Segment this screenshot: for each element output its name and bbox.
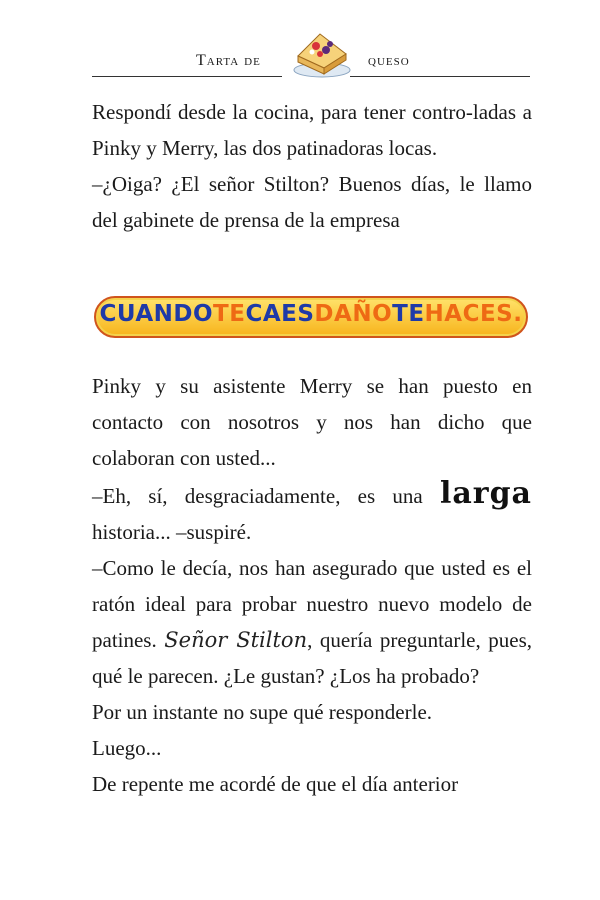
text-block-top (92, 94, 532, 238)
banner-text (96, 301, 526, 327)
paragraph (92, 476, 532, 550)
banner-word: TE (392, 301, 425, 327)
paragraph: Por un instante no supe qué responderle. (92, 700, 433, 724)
paragraph-text: historia... –suspiré. (92, 520, 252, 544)
running-title-left: Tarta de (196, 52, 261, 69)
paragraph (92, 550, 532, 694)
script-name-senor-stilton: Señor Stilton (164, 628, 308, 652)
banner-word: CUANDO (99, 301, 214, 327)
text-block-bottom (92, 368, 532, 802)
paragraph: –¿Oiga? ¿El señor Stilton? Buenos días, le llamo del gabinete de prensa de la empresa (92, 172, 532, 232)
emphasis-word-larga: larga (439, 476, 532, 511)
cheesecake-slice-icon (290, 24, 354, 80)
header-rule-right (350, 76, 530, 77)
banner-word: CAES (245, 301, 315, 327)
callout-banner (94, 296, 528, 338)
paragraph-text: , quería preguntarle, pues, qué le parecen. ¿Le gustan? ¿Los ha probado? (92, 628, 533, 688)
paragraph: Respondí desde la cocina, para tener contro-ladas a Pinky y Merry, las dos patinadoras locas. (92, 100, 532, 160)
banner-word: DAÑO (314, 301, 393, 327)
paragraph-text: –Como le decía, nos han asegurado que usted es el ratón ideal para probar nuestro nuevo modelo de patines. (92, 556, 532, 652)
paragraph-text: –Eh, sí, desgraciadamente, es una (92, 484, 440, 508)
running-title-right: queso (368, 52, 410, 69)
banner-word: TE (213, 301, 246, 327)
header-rule-left (92, 76, 282, 77)
paragraph: Pinky y su asistente Merry se han puesto en contacto con nosotros y nos han dicho que colaboran con usted... (92, 374, 532, 470)
page-header (0, 0, 600, 90)
banner-word: HACES. (424, 301, 523, 327)
paragraph: Luego... (92, 736, 162, 760)
paragraph: De repente me acordé de que el día anterior (92, 772, 459, 796)
